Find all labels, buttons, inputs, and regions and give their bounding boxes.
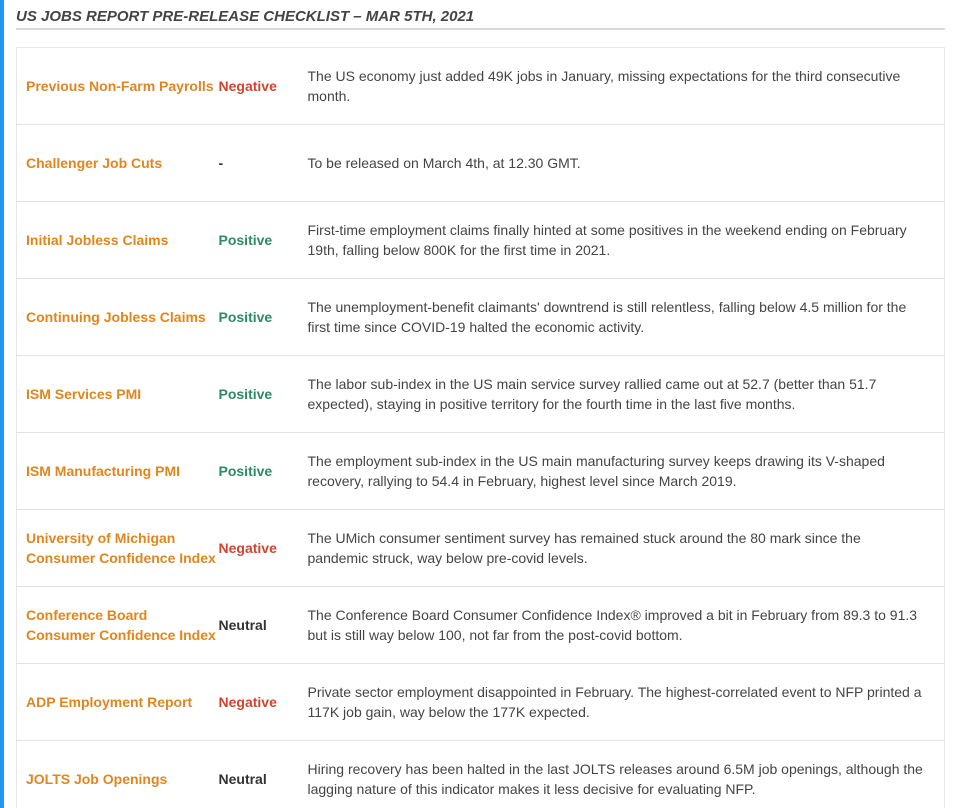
indicator-description: The US economy just added 49K jobs in January, missing expectations for the third consecutive month.: [301, 48, 945, 125]
impact-label: Neutral: [219, 587, 301, 664]
table-row: [17, 510, 945, 587]
impact-label: Neutral: [219, 741, 301, 808]
impact-label: Positive: [219, 202, 301, 279]
table-row: [17, 125, 945, 202]
impact-label: -: [219, 125, 301, 202]
page-title: US JOBS REPORT PRE-RELEASE CHECKLIST – MAR 5TH, 2021: [16, 8, 475, 25]
impact-label: Positive: [219, 356, 301, 433]
indicator-description: Private sector employment disappointed in February. The highest-correlated event to NFP printed a 117K job gain, way below the 177K expected.: [301, 664, 945, 741]
impact-label: Negative: [219, 510, 301, 587]
accent-bar: [0, 0, 4, 808]
impact-label: Negative: [219, 664, 301, 741]
table-row: [17, 202, 945, 279]
indicator-name: JOLTS Job Openings: [17, 741, 219, 808]
table-row: [17, 279, 945, 356]
indicator-name: ISM Manufacturing PMI: [17, 433, 219, 510]
checklist-table: [16, 47, 945, 808]
table-row: [17, 587, 945, 664]
indicator-description: The labor sub-index in the US main service survey rallied came out at 52.7 (better than 51.7 expected), staying in positive territory for the fourth time in the last five months.: [301, 356, 945, 433]
indicator-description: First-time employment claims finally hinted at some positives in the weekend ending on February 19th, falling below 800K for the first time in 2021.: [301, 202, 945, 279]
indicator-description: The unemployment-benefit claimants' downtrend is still relentless, falling below 4.5 million for the first time since COVID-19 halted the economic activity.: [301, 279, 945, 356]
indicator-name: University of Michigan Consumer Confidence Index: [17, 510, 219, 587]
indicator-name: ISM Services PMI: [17, 356, 219, 433]
table-row: [17, 433, 945, 510]
indicator-name: Continuing Jobless Claims: [17, 279, 219, 356]
indicator-description: Hiring recovery has been halted in the last JOLTS releases around 6.5M job openings, although the lagging nature of this indicator makes it less decisive for evaluating NFP.: [301, 741, 945, 808]
impact-label: Positive: [219, 279, 301, 356]
impact-label: Negative: [219, 48, 301, 125]
indicator-name: Previous Non-Farm Payrolls: [17, 48, 219, 125]
indicator-description: The employment sub-index in the US main manufacturing survey keeps drawing its V-shaped recovery, rallying to 54.4 in February, highest level since March 2019.: [301, 433, 945, 510]
indicator-name: Conference Board Consumer Confidence Index: [17, 587, 219, 664]
table-row: [17, 48, 945, 125]
indicator-description: The Conference Board Consumer Confidence Index® improved a bit in February from 89.3 to 91.3 but is still way below 100, not far from the post-covid bottom.: [301, 587, 945, 664]
table-row: [17, 356, 945, 433]
impact-label: Positive: [219, 433, 301, 510]
indicator-name: Initial Jobless Claims: [17, 202, 219, 279]
table-row: [17, 741, 945, 808]
title-block: [16, 8, 945, 30]
table-row: [17, 664, 945, 741]
indicator-name: Challenger Job Cuts: [17, 125, 219, 202]
indicator-description: To be released on March 4th, at 12.30 GMT.: [301, 125, 945, 202]
indicator-name: ADP Employment Report: [17, 664, 219, 741]
indicator-description: The UMich consumer sentiment survey has remained stuck around the 80 mark since the pandemic struck, way below pre-covid levels.: [301, 510, 945, 587]
